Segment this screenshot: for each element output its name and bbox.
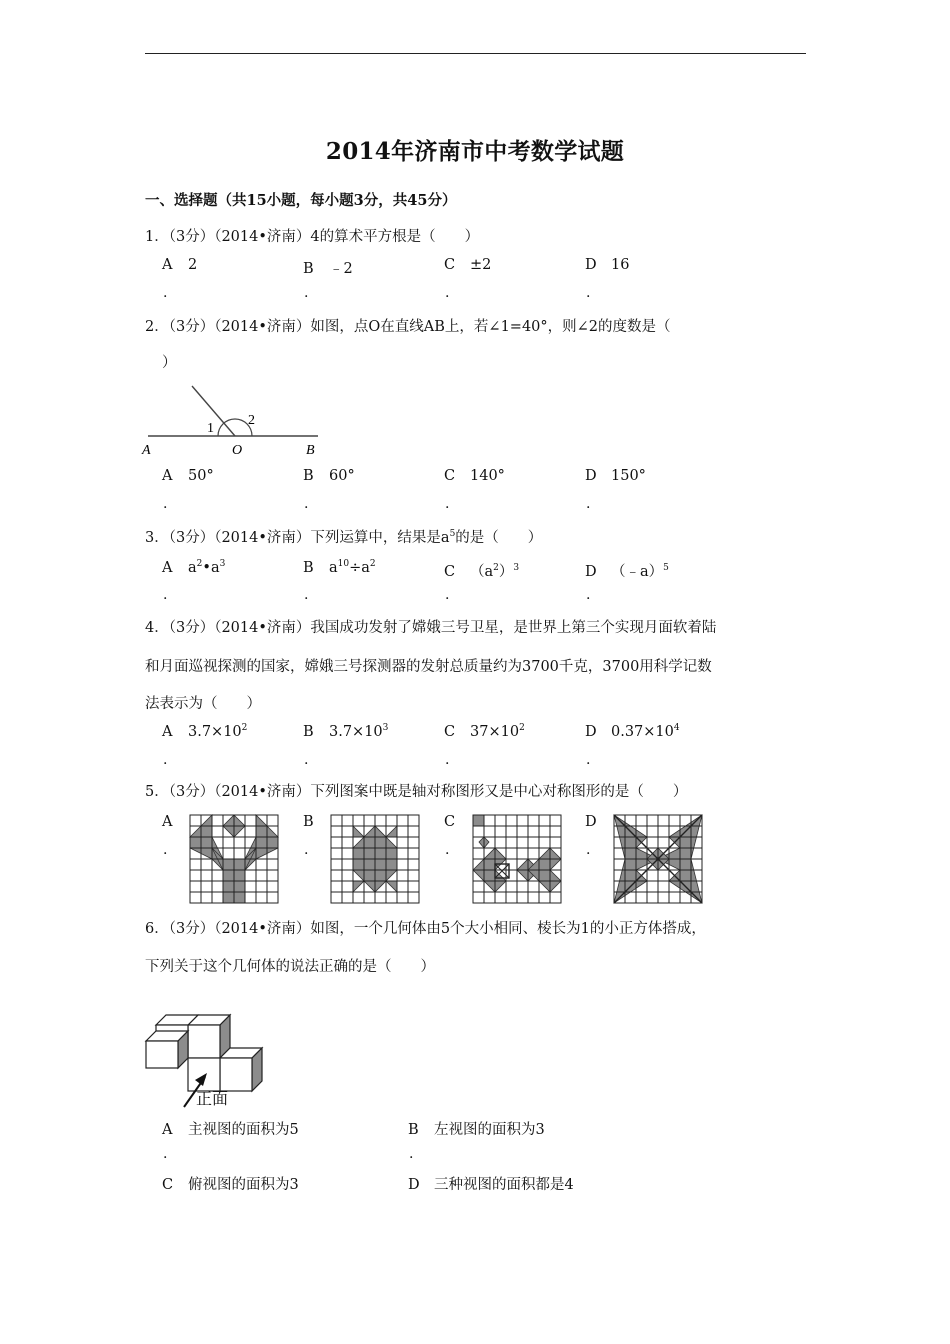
option-dot: . [586,285,591,301]
q3-stem-exponent: 5 [449,529,456,539]
option-letter: A [162,257,173,273]
term-exp: 2 [369,559,376,569]
header-rule [145,53,806,54]
option-letter: C [162,1177,174,1193]
q3-stem-text: 3．（3分）（2014•济南）下列运算中，结果是a [145,530,450,546]
q4-stem-line3: 法表示为（ ） [145,696,261,712]
q5-option-a[interactable]: A [162,814,173,830]
option-dot: . [304,587,309,603]
term-op: ） [498,564,514,580]
option-dot: . [445,285,450,301]
q5-pattern-b [331,815,419,903]
option-dot: . [586,752,591,768]
option-letter: B [408,1122,419,1138]
option-text: ﹣2 [329,261,353,277]
q4-option-b[interactable] [303,724,388,740]
option-base: 3.7×10 [329,724,383,740]
option-letter: A [162,1122,173,1138]
q2-angle-figure [140,380,330,460]
term-exp: 2 [493,563,499,573]
option-dot: . [304,496,309,512]
option-letter: C [444,564,456,580]
option-dot: . [163,752,168,768]
q5-option-b[interactable]: B [303,814,314,830]
option-letter: B [303,560,314,576]
term-exp: 2 [196,559,203,569]
option-text: 主视图的面积为5 [188,1122,299,1138]
option-letter: B [303,724,314,740]
q3-option-c[interactable] [444,560,519,581]
term-base: a [188,560,197,576]
option-dot: . [445,496,450,512]
option-text: 2 [188,257,198,273]
option-text: 16 [611,257,630,273]
q5-pattern-d [614,815,702,903]
q4-option-d[interactable] [585,724,680,740]
term-exp: 3 [219,559,226,569]
option-letter: A [162,724,173,740]
term-exp: 10 [337,559,350,569]
q1-option-c[interactable] [444,257,491,273]
q4-stem-line1: 4．（3分）（2014•济南）我国成功发射了嫦娥三号卫星，是世界上第三个实现月面软着陆 [145,620,717,636]
q4-stem-line2: 和月面巡视探测的国家，嫦娥三号探测器的发射总质量约为3700千克，3700用科学记数 [145,659,712,675]
term-op: ÷a [349,560,370,576]
option-base: 3.7×10 [188,724,242,740]
option-dot: . [304,842,309,858]
q3-option-a[interactable] [162,560,225,576]
option-dot: . [586,496,591,512]
q5-option-c[interactable]: C [444,814,456,830]
option-exp: 2 [519,723,525,733]
q3-option-b[interactable] [303,560,376,576]
q5-option-d[interactable]: D [585,814,597,830]
q3-stem [145,526,542,547]
option-base: 37×10 [470,724,520,740]
term-op: •a [202,560,220,576]
option-dot: . [304,285,309,301]
option-text: 60° [329,468,355,484]
option-letter: C [444,257,456,273]
option-dot: . [163,587,168,603]
option-dot: . [163,285,168,301]
option-letter: D [408,1177,420,1193]
label-b: B [306,443,315,458]
option-dot: . [163,1146,168,1162]
option-text: 140° [470,468,505,484]
top-cube-front [188,1025,220,1058]
option-letter: C [444,724,456,740]
option-exp: 2 [241,723,248,733]
q3-option-d[interactable] [585,560,669,581]
left-cube-front [146,1041,178,1068]
q1-option-b[interactable] [303,257,353,278]
option-base: 0.37×10 [611,724,674,740]
q2-option-b[interactable] [303,468,355,484]
q2-stem-line1: 2．（3分）（2014•济南）如图，点O在直线AB上，若∠1=40°，则∠2的度数是（ [145,319,671,335]
option-dot: . [586,587,591,603]
option-letter: B [303,468,314,484]
q5-stem: 5．（3分）（2014•济南）下列图案中既是轴对称图形又是中心对称图形的是（ ） [145,784,688,800]
option-dot: . [445,842,450,858]
q4-option-c[interactable] [444,724,525,740]
term-base: a [329,560,338,576]
option-text: 三种视图的面积都是4 [434,1177,574,1193]
option-exp: 4 [673,723,680,733]
q2-option-a[interactable] [162,468,214,484]
term-exp: 3 [513,563,520,573]
q3-stem-tail: 的是（ ） [455,530,543,546]
option-text: 150° [611,468,646,484]
option-letter: D [585,564,597,580]
q6-option-a[interactable] [162,1118,299,1139]
q6-stem-line2: 下列关于这个几何体的说法正确的是（ ） [145,959,435,975]
option-dot: . [163,496,168,512]
q5-pattern-c [473,815,561,903]
option-dot: . [586,842,591,858]
q5-pattern-a [190,815,278,903]
q2-option-d[interactable] [585,468,646,484]
q1-option-d[interactable] [585,257,629,273]
q6-option-c[interactable] [162,1173,299,1194]
option-dot: . [445,752,450,768]
q6-stem-line1: 6．（3分）（2014•济南）如图，一个几何体由5个大小相同、棱长为1的小正方体搭成， [145,921,706,937]
option-exp: 3 [382,723,389,733]
option-dot: . [409,1146,414,1162]
option-text: 左视图的面积为3 [434,1122,545,1138]
label-o: O [232,443,243,458]
option-letter: B [303,261,314,277]
q2-stem-line2: ） [162,355,177,371]
label-angle-2: 2 [248,413,255,428]
option-letter: A [162,560,173,576]
term-base: （a [470,564,494,580]
option-text: ±2 [470,257,492,273]
option-dot: . [304,752,309,768]
term-exp: 5 [663,563,669,573]
option-text: 50° [188,468,214,484]
option-letter: D [585,724,597,740]
option-text: 俯视图的面积为3 [188,1177,299,1193]
option-letter: D [585,468,597,484]
q1-option-a[interactable] [162,257,197,273]
q4-option-a[interactable] [162,724,247,740]
section-heading: 一、选择题（共15小题，每小题3分，共45分） [145,192,457,209]
option-dot: . [445,587,450,603]
q6-option-d[interactable] [408,1173,574,1194]
q2-option-c[interactable] [444,468,505,484]
q1-stem: 1．（3分）（2014•济南）4的算术平方根是（ ） [145,229,480,245]
option-letter: A [162,468,173,484]
label-angle-1: 1 [207,421,214,436]
option-dot: . [163,842,168,858]
q6-figure-label: 正面 [196,1089,229,1108]
term-base: （﹣a） [611,564,664,580]
page-title: 2014年济南市中考数学试题 [325,138,625,165]
q6-option-b[interactable] [408,1118,545,1139]
option-letter: D [585,257,597,273]
label-a: A [142,443,151,458]
option-letter: C [444,468,456,484]
